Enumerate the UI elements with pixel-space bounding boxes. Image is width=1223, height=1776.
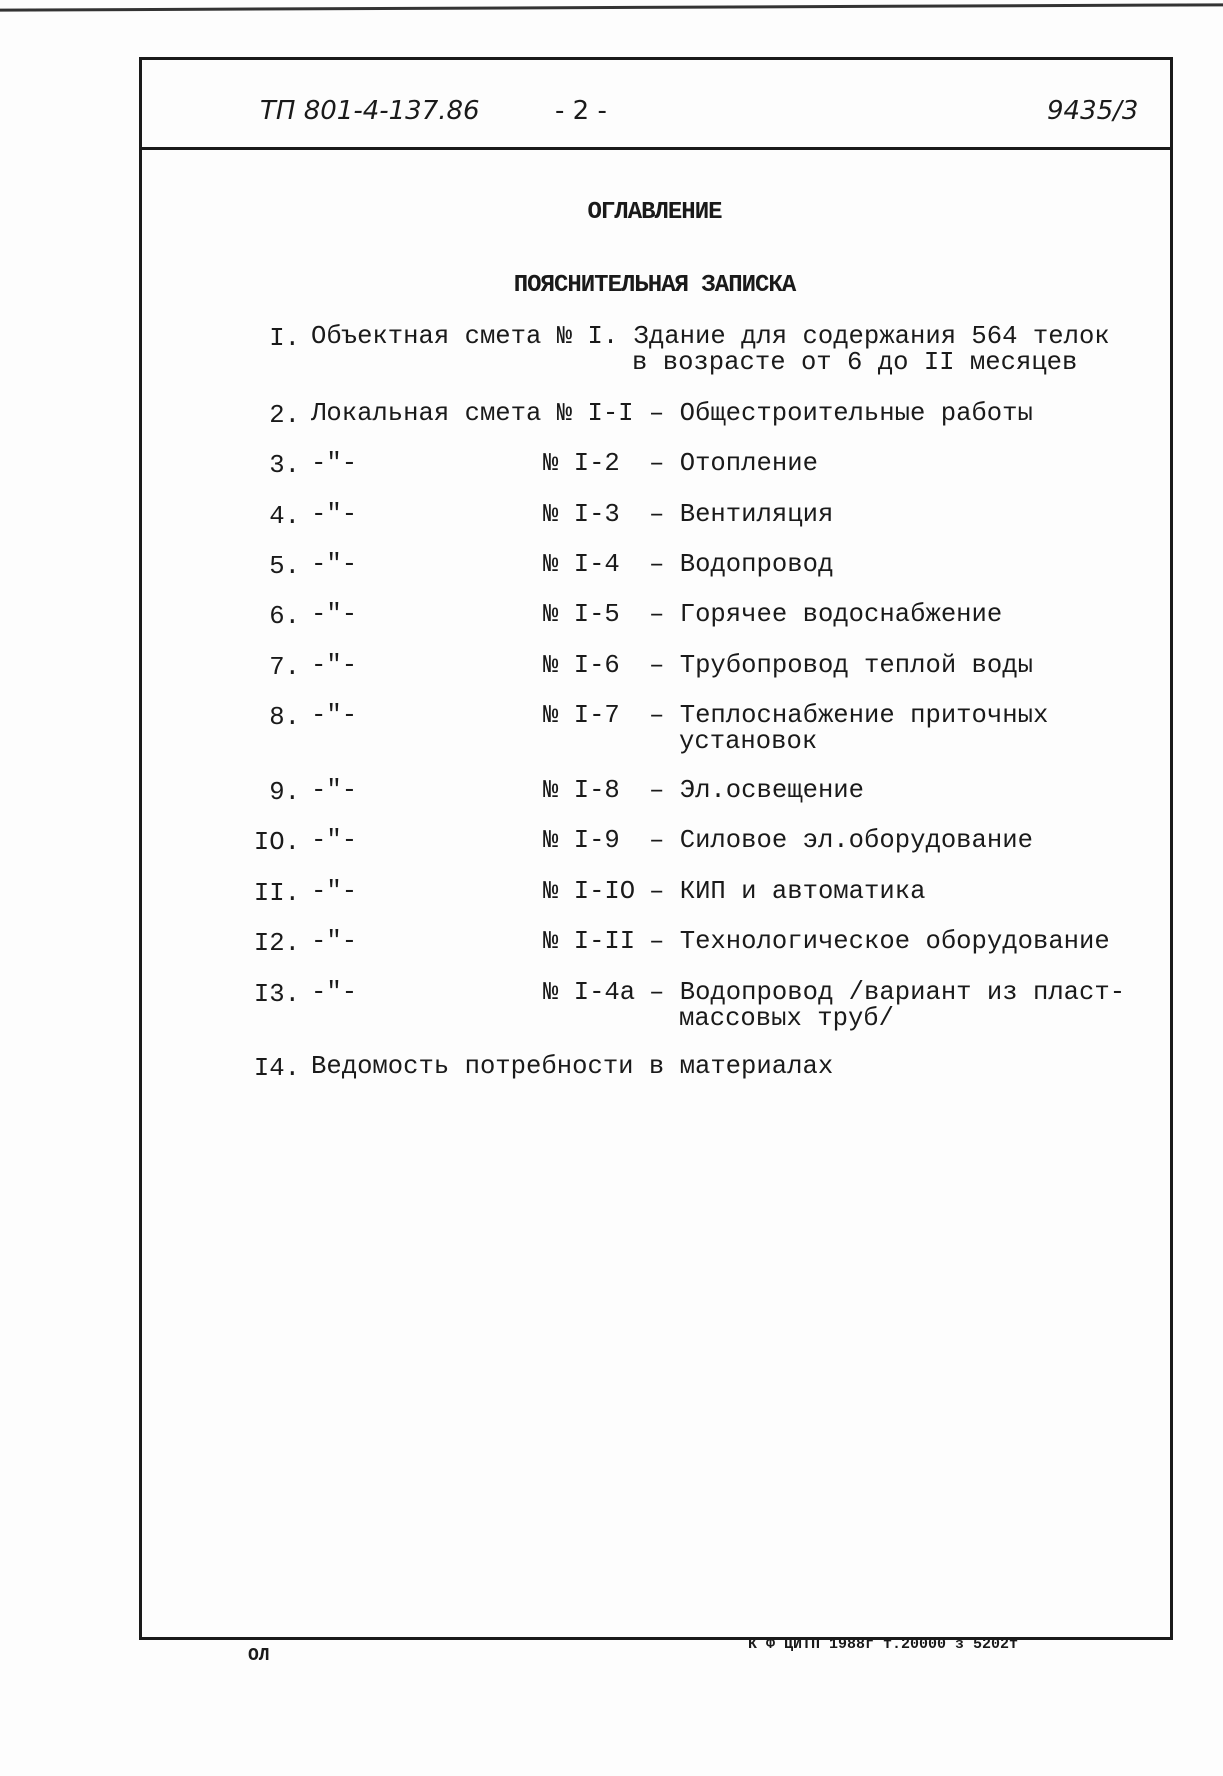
- toc-item-code: № I-9: [543, 826, 620, 855]
- toc-item-text: Ведомость потребности в материалах: [311, 1052, 834, 1081]
- toc-item-text: Локальная смета № I-I – Общестроительные работы: [311, 399, 1033, 428]
- toc-item-description: – КИП и автоматика: [649, 877, 926, 906]
- toc-item-description-continued: установок: [679, 727, 818, 756]
- page-number: - 2 -: [555, 96, 607, 126]
- toc-item-description: – Силовое эл.оборудование: [649, 826, 1033, 855]
- toc-item-ditto: -"-: [311, 651, 358, 680]
- toc-item-description: – Технологическое оборудование: [649, 927, 1110, 956]
- toc-item-number: 3.: [269, 451, 300, 480]
- footer-mark: ОЛ: [248, 1646, 270, 1666]
- header-divider: [139, 147, 1170, 150]
- toc-item-number: 2.: [269, 401, 300, 430]
- toc-item-description: – Теплоснабжение приточных: [649, 701, 1049, 730]
- toc-item-ditto: -"-: [311, 826, 358, 855]
- toc-item-description: – Водопровод: [649, 550, 834, 579]
- toc-item-number: 5.: [269, 552, 300, 581]
- toc-item-description: – Трубопровод теплой воды: [649, 651, 1033, 680]
- toc-item-code: № I-II: [543, 927, 636, 956]
- toc-item-code: № I-IO: [543, 877, 636, 906]
- toc-item-ditto: -"-: [311, 877, 358, 906]
- toc-item-description-continued: массовых труб/: [679, 1004, 895, 1033]
- toc-item-number: I.: [269, 324, 300, 353]
- toc-item-text-continued: в возрасте от 6 до II месяцев: [632, 348, 1078, 377]
- toc-item-description: – Водопровод /вариант из пласт-: [649, 978, 1126, 1007]
- toc-title: ОГЛАВЛЕНИЕ: [587, 199, 722, 226]
- toc-item-description: – Вентиляция: [649, 500, 834, 529]
- toc-item-code: № I-5: [543, 600, 620, 629]
- toc-item-description: – Эл.освещение: [649, 776, 865, 805]
- toc-item-number: I4.: [253, 1054, 300, 1083]
- toc-item-code: № I-2: [543, 449, 620, 478]
- toc-item-code: № I-7: [543, 701, 620, 730]
- toc-item-number: 8.: [269, 703, 300, 732]
- document-code: ТП 801-4-137.86: [260, 96, 480, 126]
- toc-item-description: – Горячее водоснабжение: [649, 600, 1003, 629]
- toc-item-description: – Отопление: [649, 449, 818, 478]
- toc-item-number: 7.: [269, 653, 300, 682]
- toc-item-ditto: -"-: [311, 927, 358, 956]
- toc-item-code: № I-4а: [543, 978, 636, 1007]
- sheet-number: 9435/3: [1047, 96, 1139, 126]
- scan-edge-line: [0, 3, 1223, 11]
- toc-item-ditto: -"-: [311, 600, 358, 629]
- toc-item-ditto: -"-: [311, 776, 358, 805]
- toc-item-number: 4.: [269, 502, 300, 531]
- toc-item-code: № I-8: [543, 776, 620, 805]
- toc-item-ditto: -"-: [311, 978, 358, 1007]
- toc-item-ditto: -"-: [311, 701, 358, 730]
- toc-item-ditto: -"-: [311, 500, 358, 529]
- toc-item-number: 9.: [269, 778, 300, 807]
- section-title: ПОЯСНИТЕЛЬНАЯ ЗАПИСКА: [513, 272, 796, 299]
- toc-item-ditto: -"-: [311, 449, 358, 478]
- toc-item-ditto: -"-: [311, 550, 358, 579]
- toc-item-number: IO.: [253, 828, 300, 857]
- toc-item-number: 6.: [269, 602, 300, 631]
- toc-item-number: I3.: [253, 980, 300, 1009]
- toc-item-number: II.: [253, 879, 300, 908]
- toc-item-code: № I-6: [543, 651, 620, 680]
- toc-item-number: I2.: [253, 929, 300, 958]
- toc-item-text: Объектная смета № I. Здание для содержания 564 телок: [311, 322, 1110, 351]
- toc-item-code: № I-3: [543, 500, 620, 529]
- print-info: К Ф ЦИТП 1988г т.20000 з 5202т: [748, 1636, 1019, 1653]
- toc-item-code: № I-4: [543, 550, 620, 579]
